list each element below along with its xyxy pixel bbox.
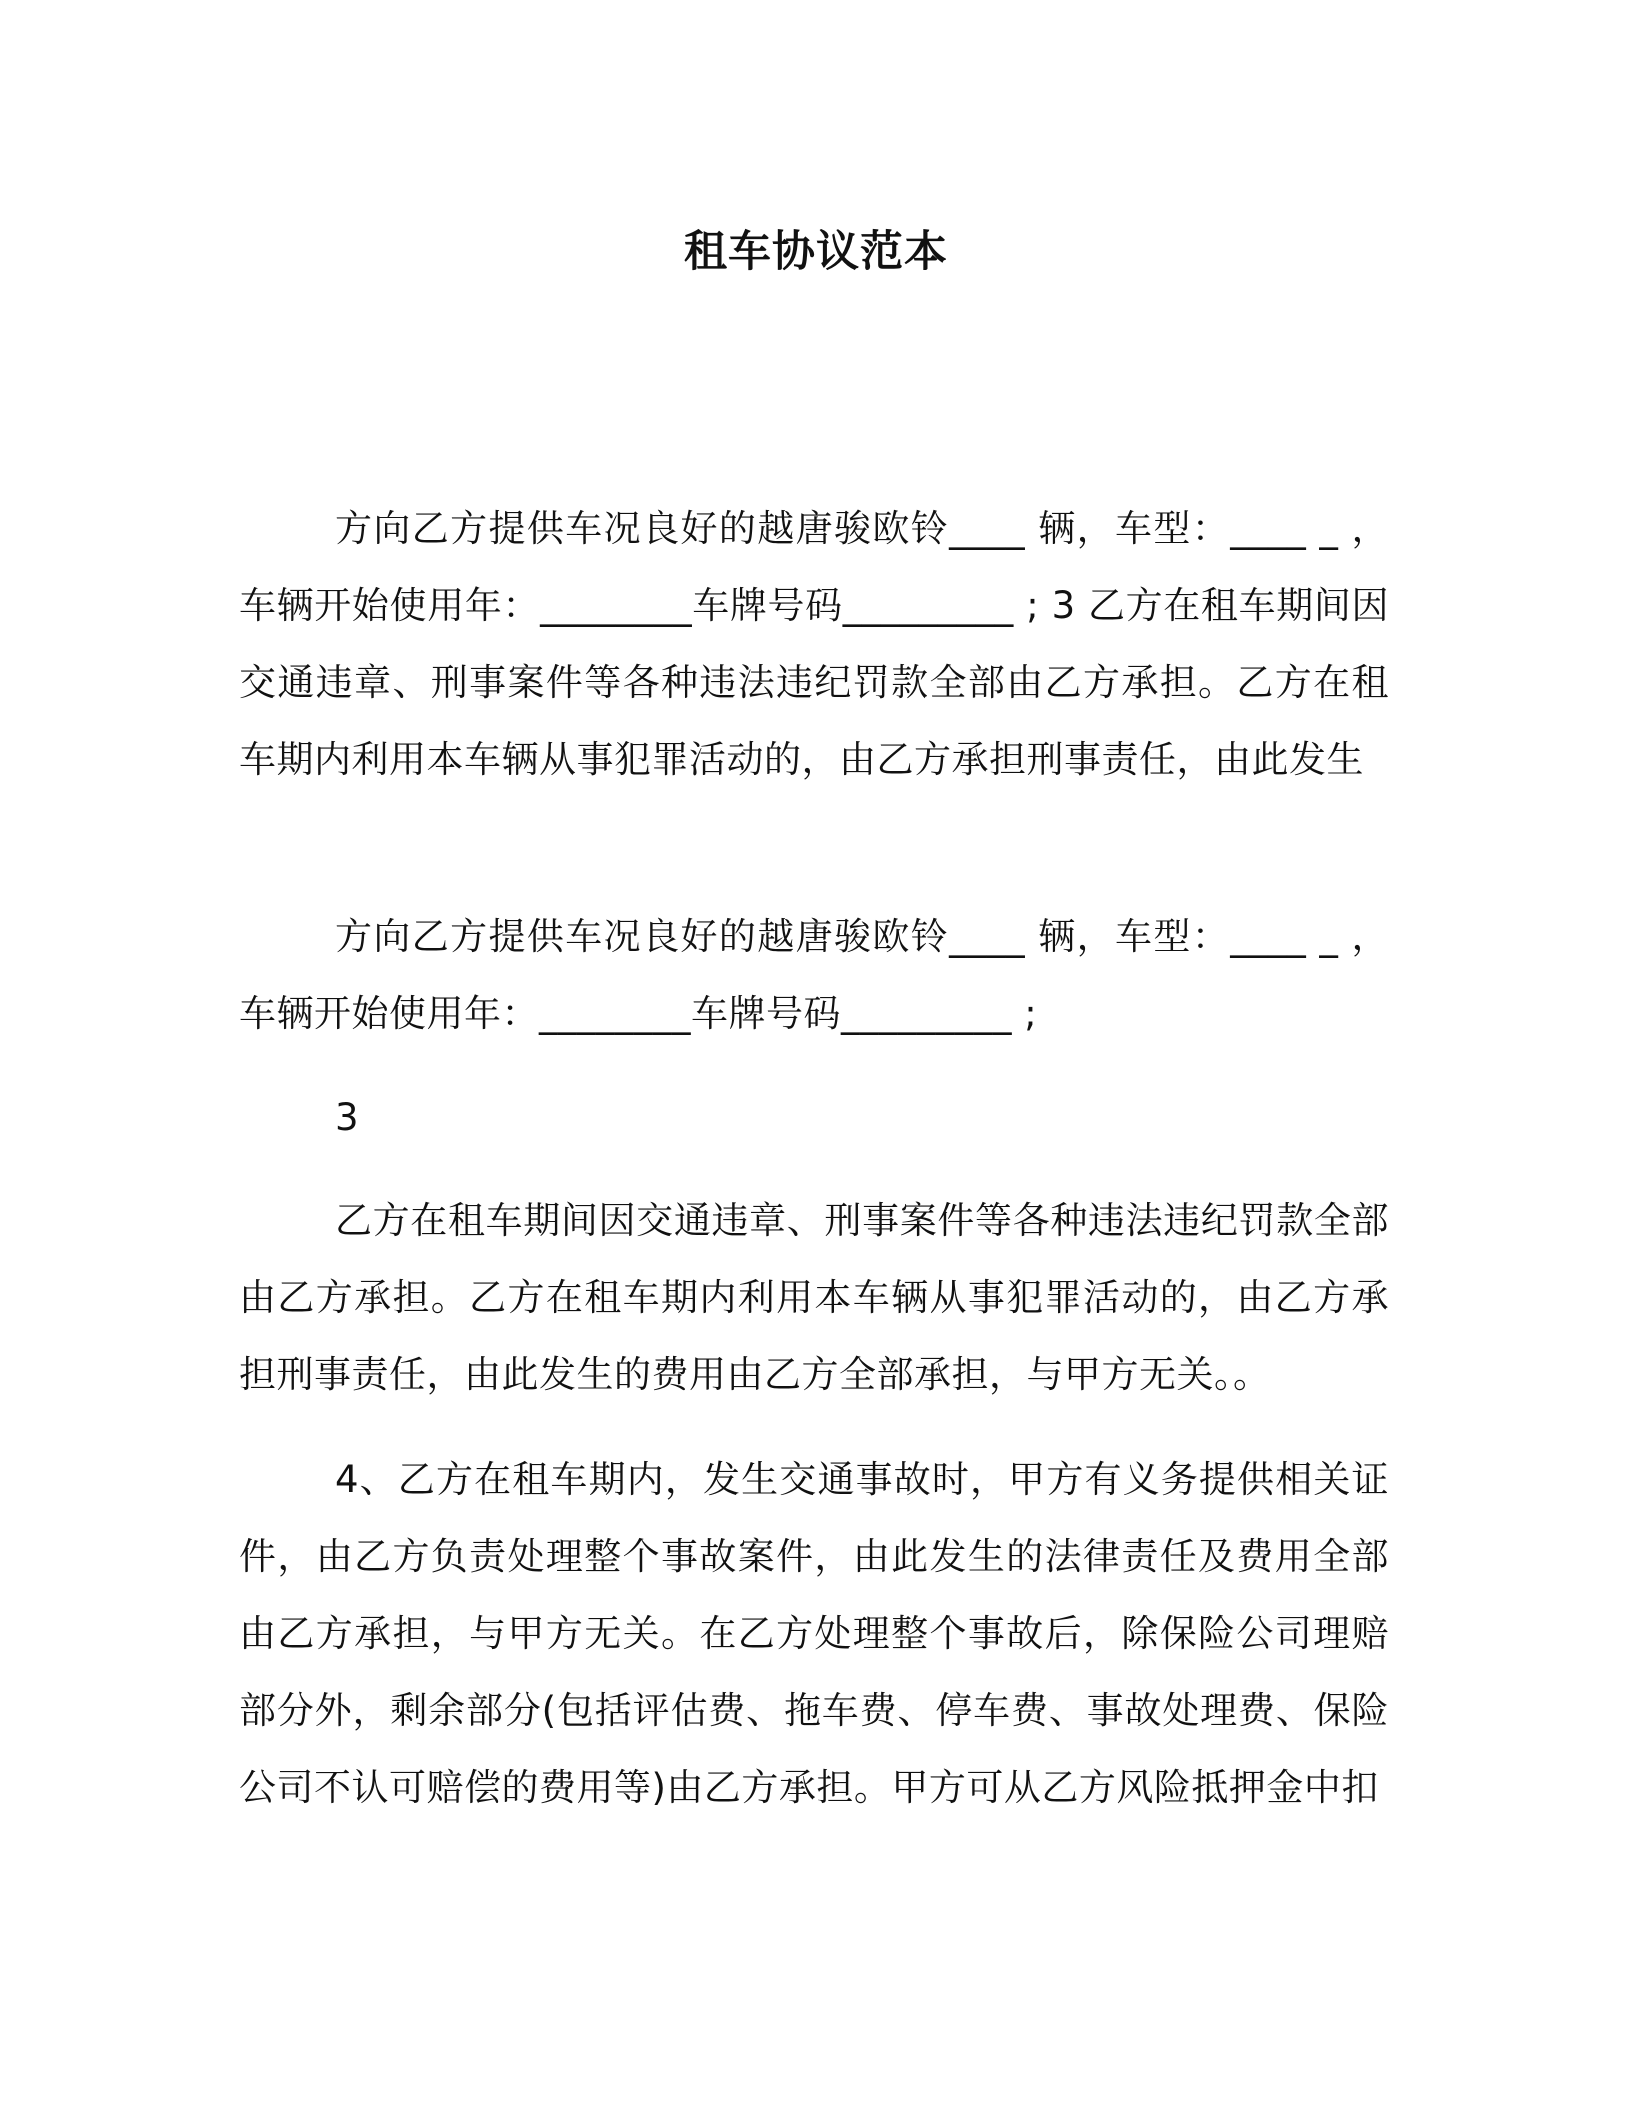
document-body: [239, 490, 1389, 798]
paragraph-1: 方向乙方提供车况良好的越唐骏欧铃____ 辆，车型：____ _ ，车辆开始使用年：________车牌号码_________ ; 3 乙方在租车期间因交通违章、刑事案件等各种违法违纪罚款全部由乙方承担。乙方在租车期内利用本车辆从事犯罪活动的，由乙方承担刑事责任，由此发生: [239, 507, 1389, 781]
paragraph-2: 方向乙方提供车况良好的越唐骏欧铃____ 辆，车型：____ _ ，车辆开始使用年：________车牌号码_________ ;: [239, 915, 1389, 1035]
paragraph-5: 4、乙方在租车期内，发生交通事故时，甲方有义务提供相关证件，由乙方负责处理整个事故案件，由此发生的法律责任及费用全部由乙方承担，与甲方无关。在乙方处理整个事故后，除保险公司理赔部分外，剩余部分(包括评估费、拖车费、停车费、事故处理费、保险公司不认可赔偿的费用等)由乙方承担。甲方可从乙方风险抵押金中扣: [239, 1458, 1389, 1809]
paragraph-3: 3: [335, 1096, 360, 1139]
document-body-5: [239, 1441, 1389, 1826]
paragraph-4: 乙方在租车期间因交通违章、刑事案件等各种违法违纪罚款全部由乙方承担。乙方在租车期内利用本车辆从事犯罪活动的，由乙方承担刑事责任，由此发生的费用由乙方全部承担，与甲方无关。。: [239, 1199, 1389, 1396]
document-body-2: [239, 898, 1389, 1052]
document-body-3: [239, 1079, 1389, 1156]
document-title: 租车协议范本: [684, 227, 948, 277]
document-body-4: [239, 1182, 1389, 1413]
